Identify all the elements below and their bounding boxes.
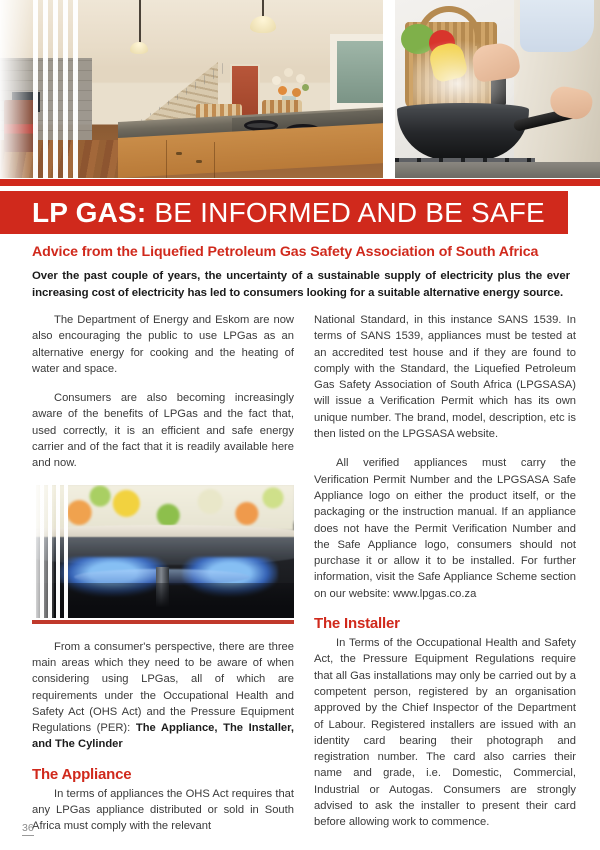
kitchen-photo xyxy=(0,0,383,178)
left-paragraph-1: The Department of Energy and Eskom are now also encouraging the public to use LPGas as an alternative energy for cooking and the heating of water and space. xyxy=(32,314,294,375)
right-paragraph-3: In Terms of the Occupational Health and Safety Act, the Pressure Equipment Regulations require that all Gas installations may only be carried out by a competent person, registered by an organisation approved by the Chief Inspector of the Department of Labour. Registered installers are issued with an identity card bearing their photograph and registration number. The card also carries their name and grade, i.e. Domestic, Commercial, Industrial or Autogas. Consumers are strongly advised to ask the installer to present their card before allowing work to commence. xyxy=(314,637,576,829)
cabinet-knob xyxy=(196,160,202,163)
page-title-strong: LP GAS: xyxy=(32,196,147,228)
cabinet-knob xyxy=(176,152,182,155)
left-paragraph-2: Consumers are also becoming increasingly aware of the benefits of LPGas and the fact that, used correctly, it is an efficient and safe energy carrier and of the fact that it is readily available here and now. xyxy=(32,392,294,470)
left-paragraph-3-bold: The Appliance, The Installer, and The Cylinder xyxy=(32,722,294,751)
flower-bloom xyxy=(278,86,287,95)
pendant-lamp xyxy=(250,16,276,33)
cabinet-seam xyxy=(214,142,215,178)
foliage xyxy=(302,84,309,91)
right-column xyxy=(314,312,576,844)
flower-bloom xyxy=(272,76,281,85)
right-paragraph-2: All verified appliances must carry the Verification Permit Number and the LPGSASA Safe Appliance logo on either the product itself, or the packaging or the instruction manual. If an appliance does not have the Permit Verification Number and the Safe Appliance logo, consumers should not purchase it or allow it to be installed. For further information, visit the Safe Appliance Scheme section on our website: www.lpgas.co.za xyxy=(314,457,576,600)
pendant-lamp xyxy=(130,42,148,54)
article-lede: Over the past couple of years, the uncertainty of a sustainable supply of electricity plus the ever increasing cost of electricity has led to consumers looking for a suitable alternative energy source. xyxy=(32,270,570,299)
pendant-cord xyxy=(139,0,141,44)
counter-surface xyxy=(395,162,600,178)
left-paragraph-4: In terms of appliances the OHS Act requires that any LPGas appliance distributed or sold in South Africa must comply with the relevant xyxy=(32,787,294,833)
flower-bloom xyxy=(284,68,293,77)
left-column xyxy=(32,312,294,848)
blind-fade-overlay xyxy=(0,0,36,178)
article-subheading: Advice from the Liquefied Petroleum Gas Safety Association of South Africa xyxy=(32,244,539,260)
left-paragraph-3 xyxy=(32,639,294,753)
photo-gutter xyxy=(383,0,395,178)
flower-bloom xyxy=(292,88,301,97)
flower-bloom xyxy=(296,74,305,83)
page-title-rest: BE INFORMED AND BE SAFE xyxy=(146,196,545,228)
kitchen-window xyxy=(330,34,383,110)
figure-red-rule xyxy=(32,620,294,624)
cabinet-seam xyxy=(166,140,167,178)
shirt xyxy=(520,0,594,52)
top-red-rule xyxy=(0,179,600,186)
stripe-fade xyxy=(32,485,54,618)
gas-flame-photo xyxy=(32,485,294,625)
left-paragraph-3-text: From a consumer's perspective, there are three main areas which they need to be aware of when considering using LPGas, all of which are requirements under the Occupational Health and Safety Act (OHS Act) and the Pressure Equipment Regulations (PER): xyxy=(32,640,294,735)
right-paragraph-1: National Standard, in this instance SANS 1539. In terms of SANS 1539, appliances must be tested at an accredited test house and if they are found to comply with the Standard, the Liquefied Petroleum Gas Safety Association of South Africa (LPGSASA) will issue a Verification Permit which has its own unique number. The brand, model, description, etc is then listed on the LPGSASA website. xyxy=(314,314,576,441)
headline-banner xyxy=(0,191,568,234)
page-title xyxy=(32,196,545,228)
top-photo-strip xyxy=(0,0,600,178)
gas-flame-image xyxy=(32,485,294,618)
vertical-blinds xyxy=(33,0,79,178)
page-number: 36 xyxy=(22,822,34,834)
cooking-photo xyxy=(395,0,600,178)
section-heading-installer: The Installer xyxy=(314,615,400,633)
section-heading-appliance: The Appliance xyxy=(32,765,132,783)
